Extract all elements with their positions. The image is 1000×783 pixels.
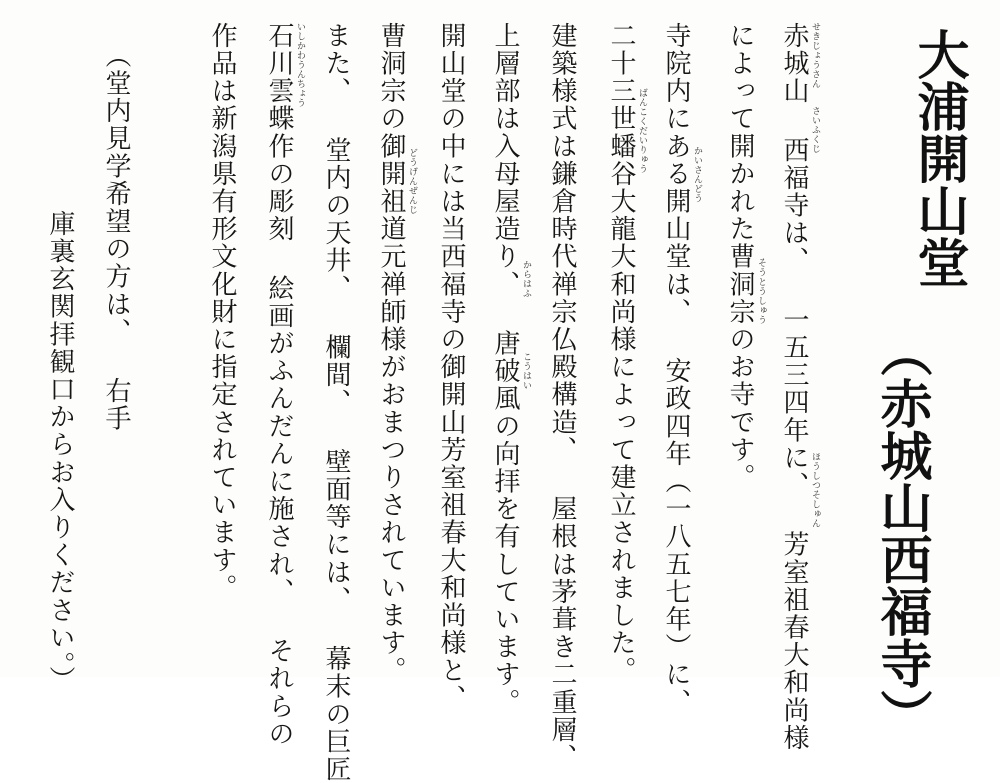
furigana-ishikawaunchou: いしかわうんちょう: [295, 22, 305, 108]
body-line-5: 建築様式は鎌倉時代禅宗仏殿構造、 屋根は茅葺き二重層、: [547, 22, 577, 772]
body-line-11: 作品は新潟県有形文化財に指定されています。: [207, 22, 237, 602]
furigana-saifukuji: さいふくじ: [810, 106, 820, 154]
body-line-1: 赤城山 西福寺は、 一五三四年に、 芳室祖春大和尚様: [779, 22, 809, 752]
body-line-2: によって開かれた曹洞宗のお寺です。: [725, 22, 755, 492]
furigana-sekijousan: せきじょうさん: [810, 22, 820, 89]
body-line-3: 寺院内にある開山堂は、 安政四年（一八五七年）に、: [661, 22, 691, 716]
furigana-kaisandou: かいさんどう: [692, 146, 702, 203]
furigana-bankokudairyuu: ばんこくだいりゅう: [637, 88, 647, 174]
body-line-8: 曹洞宗の御開祖道元禅師様がおまつりされています。: [376, 22, 406, 685]
title-main: 大浦開山堂: [908, 28, 968, 288]
notice-line-2: 庫裏玄関拝観口からお入りください。）: [45, 210, 75, 694]
notice-line-1: （堂内見学希望の方は、 右手: [101, 42, 131, 433]
body-line-10: 石川雲蝶作の彫刻 絵画がふんだんに施され、 それらの: [264, 22, 294, 748]
furigana-soutoushuu: そうとうしゅう: [756, 258, 766, 325]
furigana-houshitsusoshun: ほうしつそしゅん: [810, 452, 820, 528]
body-line-4: 二十三世蟠谷大龍大和尚様によって建立されました。: [606, 22, 636, 685]
body-line-6: 上層部は入母屋造り、 唐破風の向拝を有しています。: [490, 22, 520, 716]
furigana-dougenzenji: どうげんぜんじ: [407, 148, 417, 215]
body-line-7: 開山堂の中には当西福寺の御開山芳室祖春大和尚様と、: [436, 22, 466, 712]
title-subtitle: （赤城山西福寺）: [871, 325, 931, 741]
furigana-kouhai: こうはい: [521, 352, 531, 390]
furigana-karahafu: からはふ: [521, 260, 531, 298]
body-line-9: また、 堂内の天井、 欄間、 壁面等には、 幕末の巨匠: [321, 22, 351, 783]
